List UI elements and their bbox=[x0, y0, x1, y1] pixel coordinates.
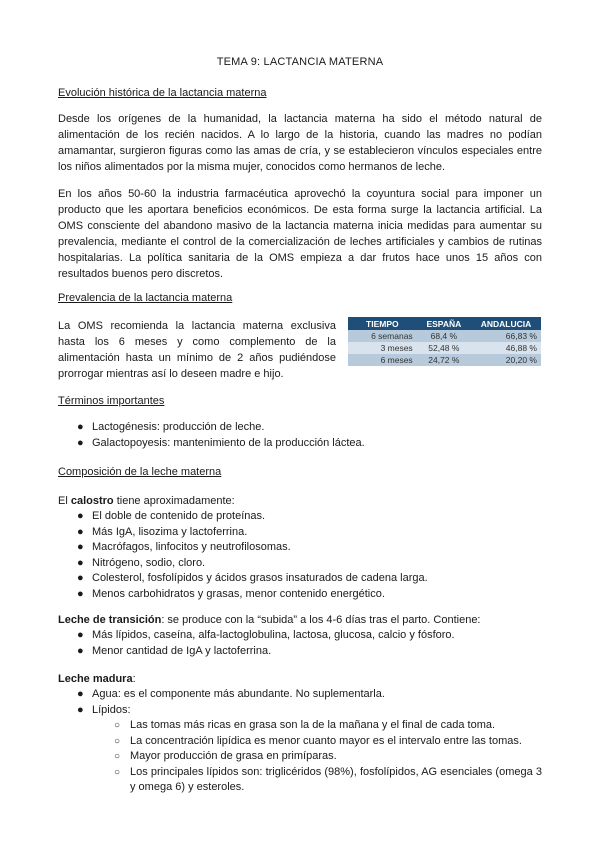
text-span: El bbox=[58, 495, 71, 507]
hollow-bullet-icon: ○ bbox=[114, 735, 121, 747]
bullet-icon: ● bbox=[77, 572, 84, 584]
list-item bbox=[58, 420, 542, 436]
table-cell: 52,48 % bbox=[417, 342, 471, 354]
list-item-text: Lípidos: bbox=[92, 703, 131, 716]
table-header: ESPAÑA bbox=[417, 317, 471, 330]
table-cell: 20,20 % bbox=[471, 354, 541, 366]
text-line: En los años 50-60 la industria farmacéutica aprovechó la coyuntura social para imponer un bbox=[58, 188, 542, 200]
list-item bbox=[58, 628, 542, 644]
paragraph-prevalencia bbox=[58, 318, 336, 382]
list-item bbox=[58, 436, 542, 452]
hollow-bullet-icon: ○ bbox=[114, 720, 121, 731]
table-row bbox=[348, 330, 541, 342]
list-item-text: Nitrógeno, sodio, cloro. bbox=[92, 556, 206, 569]
table-row bbox=[348, 354, 541, 366]
list-item-text: Macrófagos, linfocitos y neutrofilosomas. bbox=[92, 541, 291, 553]
heading-terminos: Términos importantes bbox=[58, 395, 165, 407]
bullet-icon: ● bbox=[77, 703, 84, 716]
transicion-term: Leche de transición bbox=[58, 614, 162, 626]
list-item bbox=[58, 525, 542, 541]
table-row bbox=[348, 342, 541, 354]
table-cell: 68,4 % bbox=[417, 330, 471, 342]
page-title: TEMA 9: LACTANCIA MATERNA bbox=[216, 56, 384, 68]
list-item-text: Agua: es el componente más abundante. No suplementarla. bbox=[92, 688, 385, 700]
list-item bbox=[58, 587, 542, 603]
list-item-text: La concentración lipídica es menor cuanto mayor es el intervalo entre las tomas. bbox=[130, 734, 522, 747]
text-line: OMS consciente del abandono masivo de la lactancia materna inicia medidas para aumentar su bbox=[58, 220, 542, 232]
list-item-text: Menor cantidad de IgA y lactoferrina. bbox=[92, 644, 272, 657]
bullet-icon: ● bbox=[77, 629, 84, 641]
list-item bbox=[58, 571, 542, 587]
table-cell: 46,88 % bbox=[471, 342, 541, 354]
text-line: amamantar, surgieron figuras como las amas de cría, y se establecieron vínculos especiales entre bbox=[58, 145, 542, 157]
paragraph-evolucion-2 bbox=[58, 186, 542, 282]
text-line: prorrogar mientras así lo deseen madre e hijo. bbox=[58, 368, 284, 380]
list-item-text: Colesterol, fosfolípidos y ácidos grasos insaturados de cadena larga. bbox=[92, 572, 428, 584]
madura-intro bbox=[58, 671, 136, 687]
paragraph-evolucion-1 bbox=[58, 111, 542, 175]
table-header: TIEMPO bbox=[348, 317, 417, 330]
text-line: Desde los orígenes de la humanidad, la lactancia materna ha sido el método natural de bbox=[58, 113, 542, 125]
list-item bbox=[58, 556, 542, 572]
list-item bbox=[58, 644, 542, 660]
hollow-bullet-icon: ○ bbox=[114, 751, 121, 762]
list-item-text: Menos carbohidratos y grasas, menor contenido energético. bbox=[92, 587, 385, 600]
text-line: alimentación de los recién nacidos. A lo largo de la historia, cuando las madres no podían bbox=[58, 129, 542, 141]
list-item-text: Lactogénesis: producción de leche. bbox=[92, 421, 265, 433]
text-span: : se produce con la “subida” a los 4-6 días tras el parto. Contiene: bbox=[161, 614, 481, 626]
list-item bbox=[58, 703, 542, 719]
sub-list-item bbox=[58, 765, 542, 796]
heading-prevalencia: Prevalencia de la lactancia materna bbox=[58, 292, 233, 304]
bullet-icon: ● bbox=[77, 525, 84, 538]
calostro-intro bbox=[58, 493, 235, 509]
transicion-intro bbox=[58, 612, 481, 628]
bullet-icon: ● bbox=[77, 688, 84, 700]
calostro-list bbox=[58, 509, 542, 602]
list-item-text: Los principales lípidos son: triglicéridos (98%), fosfolípidos, AG esenciales (omega 3 y omega 6) y esteroles. bbox=[130, 765, 542, 793]
text-line: resultados buenos pero discretos. bbox=[58, 268, 224, 280]
text-line: prevalencia, mediante el control de la comercialización de leches artificiales y cambios de rutinas bbox=[58, 236, 542, 248]
bullet-icon: ● bbox=[77, 556, 84, 569]
text-span: tiene aproximadamente: bbox=[113, 495, 235, 507]
table-cell: 66,83 % bbox=[471, 330, 541, 342]
table-cell: 6 semanas bbox=[348, 330, 417, 342]
prevalence-table bbox=[348, 317, 541, 366]
table-cell: 3 meses bbox=[348, 342, 417, 354]
heading-composicion: Composición de la leche materna bbox=[58, 466, 222, 478]
madura-list bbox=[58, 687, 542, 796]
sub-list-item bbox=[58, 718, 542, 734]
text-line: La OMS recomienda la lactancia materna exclusiva bbox=[58, 320, 336, 332]
sub-list-item bbox=[58, 734, 542, 750]
transicion-list bbox=[58, 628, 542, 659]
list-item-text: Galactopoyesis: mantenimiento de la producción láctea. bbox=[92, 436, 365, 449]
sub-list-item bbox=[58, 749, 542, 765]
heading-evolucion: Evolución histórica de la lactancia materna bbox=[58, 87, 267, 99]
table-cell: 6 meses bbox=[348, 354, 417, 366]
bullet-icon: ● bbox=[77, 541, 84, 553]
bullet-icon: ● bbox=[77, 510, 84, 522]
text-line: producto que les aportara beneficios económicos. De esta forma surge la lactancia artificial. La bbox=[58, 204, 542, 216]
bullet-icon: ● bbox=[77, 421, 84, 433]
terms-list bbox=[58, 420, 542, 451]
hollow-bullet-icon: ○ bbox=[114, 766, 121, 778]
text-line: hospitalarias. La política sanitaria de la OMS empieza a dar frutos hace unos 15 años con bbox=[58, 252, 542, 264]
text-span: : bbox=[132, 673, 136, 685]
bullet-icon: ● bbox=[77, 644, 84, 657]
table-cell: 24,72 % bbox=[417, 354, 471, 366]
table-header: ANDALUCIA bbox=[471, 317, 541, 330]
list-item-text: El doble de contenido de proteínas. bbox=[92, 510, 266, 522]
text-line: hasta los 6 meses y como complemento de la bbox=[58, 336, 336, 348]
list-item-text: Más lípidos, caseína, alfa-lactoglobulina, lactosa, glucosa, calcio y fósforo. bbox=[92, 629, 455, 641]
madura-term: Leche madura bbox=[58, 673, 133, 685]
list-item bbox=[58, 509, 542, 525]
list-item bbox=[58, 687, 542, 703]
list-item bbox=[58, 540, 542, 556]
text-line: los niños alimentados por la misma mujer, conocidos como hermanos de leche. bbox=[58, 161, 446, 173]
calostro-term: calostro bbox=[70, 495, 114, 507]
text-line: alimentación hasta un mínimo de 2 años pudiéndose bbox=[58, 352, 336, 364]
list-item-text: Las tomas más ricas en grasa son la de la mañana y el final de cada toma. bbox=[130, 719, 496, 731]
bullet-icon: ● bbox=[77, 436, 84, 449]
list-item-text: Mayor producción de grasa en primíparas. bbox=[130, 750, 337, 762]
bullet-icon: ● bbox=[77, 587, 84, 600]
list-item-text: Más IgA, lisozima y lactoferrina. bbox=[92, 525, 248, 538]
